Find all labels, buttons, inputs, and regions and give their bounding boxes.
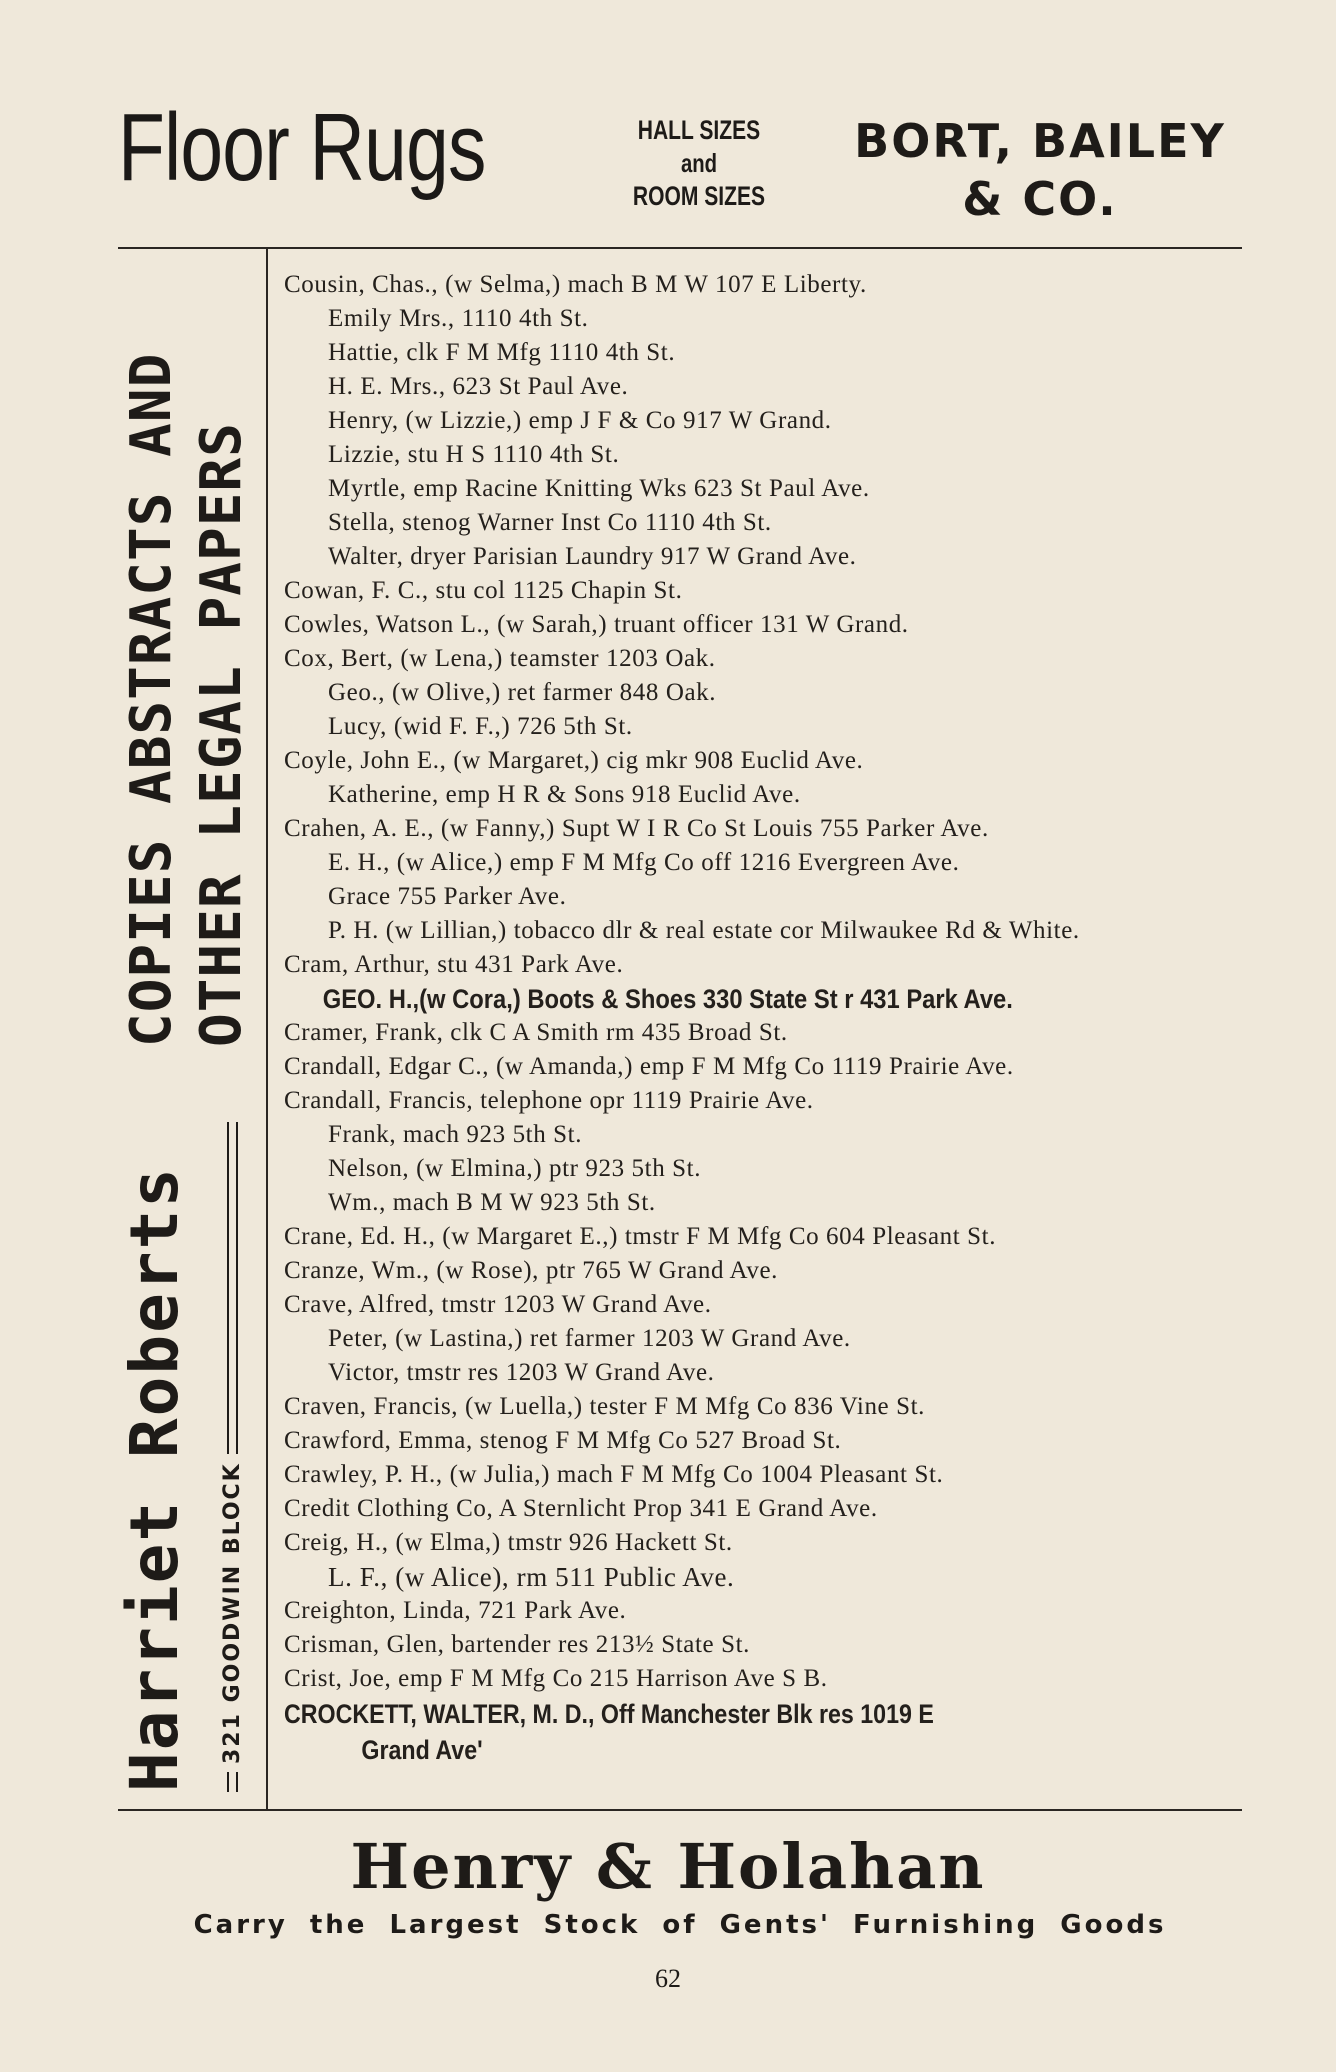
sidebar-harriet-roberts: Harriet Roberts <box>116 1165 193 1792</box>
directory-entry: Walter, dryer Parisian Laundry 917 W Grand Ave. <box>328 543 857 570</box>
sidebar-copies-text: COPIES ABSTRACTS AND <box>119 352 184 1047</box>
double-rule-right <box>227 1122 238 1454</box>
directory-entry: Emily Mrs., 1110 4th St. <box>328 305 589 332</box>
bottom-rule <box>118 1809 1242 1811</box>
directory-entry: Lizzie, stu H S 1110 4th St. <box>328 441 620 468</box>
directory-entry: Cowles, Watson L., (w Sarah,) truant officer 131 W Grand. <box>284 611 909 638</box>
page-number: 62 <box>655 1964 681 1993</box>
directory-entry: Crane, Ed. H., (w Margaret E.,) tmstr F M Mfg Co 604 Pleasant St. <box>284 1223 997 1250</box>
directory-entries <box>284 268 1254 1768</box>
sidebar-goodwin-block <box>198 1122 258 1792</box>
directory-entry: L. F., (w Alice), rm 511 Public Ave. <box>328 1562 735 1592</box>
directory-entry: Crandall, Edgar C., (w Amanda,) emp F M Mfg Co 1119 Prairie Ave. <box>284 1053 1014 1080</box>
directory-entry: Cram, Arthur, stu 431 Park Ave. <box>284 951 624 978</box>
directory-entry: Crisman, Glen, bartender res 213½ State St. <box>284 1631 750 1658</box>
directory-entry: Peter, (w Lastina,) ret farmer 1203 W Grand Ave. <box>328 1325 851 1352</box>
directory-entry: Creig, H., (w Elma,) tmstr 926 Hackett St. <box>284 1529 733 1556</box>
directory-entry: Frank, mach 923 5th St. <box>328 1121 583 1148</box>
sizes-ad-text <box>617 114 781 213</box>
directory-entry: Stella, stenog Warner Inst Co 1110 4th St. <box>328 509 772 536</box>
directory-entry: Lucy, (wid F. F.,) 726 5th St. <box>328 713 633 740</box>
double-rule-left <box>227 1772 238 1792</box>
crockett-line-1: CROCKETT, WALTER, M. D., Off Manchester Blk res 1019 E <box>284 1699 934 1729</box>
directory-entry: Henry, (w Lizzie,) emp J F & Co 917 W Grand. <box>328 407 832 434</box>
directory-entry: Cox, Bert, (w Lena,) teamster 1203 Oak. <box>284 645 716 672</box>
directory-entry: Katherine, emp H R & Sons 918 Euclid Ave. <box>328 781 801 808</box>
directory-entry: Geo., (w Olive,) ret farmer 848 Oak. <box>328 679 717 706</box>
directory-entry: Credit Clothing Co, A Sternlicht Prop 341 E Grand Ave. <box>284 1495 878 1522</box>
directory-entry: Grace 755 Parker Ave. <box>328 883 567 910</box>
page-header <box>118 94 1248 230</box>
sizes-line-and: and <box>680 148 718 178</box>
directory-entry: H. E. Mrs., 623 St Paul Ave. <box>328 373 629 400</box>
directory-entry: P. H. (w Lillian,) tobacco dlr & real estate cor Milwaukee Rd & White. <box>328 917 1080 944</box>
footer-henry-holahan: Henry & Holahan <box>350 1830 986 1903</box>
sidebar-ad <box>118 247 266 1809</box>
company-line-1: BORT, BAILEY <box>854 114 1226 168</box>
sidebar-goodwin-text: 321 GOODWIN BLOCK <box>219 1462 245 1764</box>
directory-entry-bold: GEO. H.,(w Cora,) Boots & Shoes 330 State St r 431 Park Ave. <box>322 984 1013 1014</box>
directory-entry: Cousin, Chas., (w Selma,) mach B M W 107 E Liberty. <box>284 271 867 298</box>
company-line-2: & CO. <box>962 172 1118 226</box>
directory-entry: Coyle, John E., (w Margaret,) cig mkr 908 Euclid Ave. <box>284 747 864 774</box>
directory-entry: Cranze, Wm., (w Rose), ptr 765 W Grand Ave. <box>284 1257 778 1284</box>
directory-entry: Craven, Francis, (w Luella,) tester F M Mfg Co 836 Vine St. <box>284 1393 925 1420</box>
directory-entry: Victor, tmstr res 1203 W Grand Ave. <box>328 1359 715 1386</box>
directory-entry: Nelson, (w Elmina,) ptr 923 5th St. <box>328 1155 702 1182</box>
directory-entry: Cramer, Frank, clk C A Smith rm 435 Broad St. <box>284 1019 788 1046</box>
directory-entry-crockett <box>284 1696 1239 1768</box>
directory-entry: Myrtle, emp Racine Knitting Wks 623 St Paul Ave. <box>328 475 870 502</box>
directory-entry: Crandall, Francis, telephone opr 1119 Prairie Ave. <box>284 1087 814 1114</box>
directory-entry: Crahen, A. E., (w Fanny,) Supt W I R Co St Louis 755 Parker Ave. <box>284 815 989 842</box>
vertical-rule <box>266 247 268 1809</box>
sizes-line-room: ROOM SIZES <box>632 181 766 211</box>
directory-entry: Crawley, P. H., (w Julia,) mach F M Mfg Co 1004 Pleasant St. <box>284 1461 944 1488</box>
directory-entry: Crawford, Emma, stenog F M Mfg Co 527 Broad St. <box>284 1427 842 1454</box>
directory-entry: Crist, Joe, emp F M Mfg Co 215 Harrison Ave S B. <box>284 1665 828 1692</box>
directory-entry: Crave, Alfred, tmstr 1203 W Grand Ave. <box>284 1291 712 1318</box>
sizes-line-hall: HALL SIZES <box>637 115 761 145</box>
company-name <box>830 112 1250 228</box>
footer-subtitle: Carry the Largest Stock of Gents' Furnishing Goods <box>193 1910 1167 1940</box>
directory-entry: E. H., (w Alice,) emp F M Mfg Co off 1216 Evergreen Ave. <box>328 849 960 876</box>
directory-entry: Hattie, clk F M Mfg 1110 4th St. <box>328 339 676 366</box>
crockett-line-2: Grand Ave' <box>361 1735 483 1765</box>
floor-rugs-ad-title: Floor Rugs <box>118 94 486 201</box>
top-rule <box>118 247 1242 249</box>
directory-entry: Cowan, F. C., stu col 1125 Chapin St. <box>284 577 683 604</box>
directory-entry: Wm., mach B M W 923 5th St. <box>328 1189 656 1216</box>
sidebar-other-text: OTHER LEGAL PAPERS <box>189 422 254 1047</box>
directory-entry: Creighton, Linda, 721 Park Ave. <box>284 1597 627 1624</box>
